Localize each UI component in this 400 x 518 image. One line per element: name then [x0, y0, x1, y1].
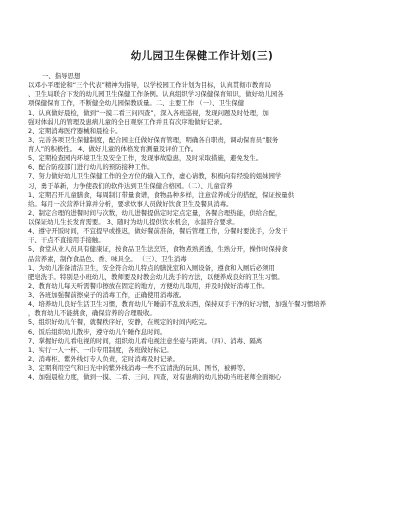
paragraph-line: 4、遵守开饭时间，不宜提早或推迟，做好餐前准备，餐后管理工作，分餐时要洗手，分发干: [28, 227, 288, 236]
paragraph-line: 肥皂洗手。特别是小班幼儿，教师要及时教会幼儿洗手的方法，以便养成良好的卫生习惯。: [28, 272, 284, 281]
paragraph-line: 4、加强晨检力度，做到一摸、二看、三问、四查，对有患病的幼儿协助当班老师全面细心: [28, 373, 282, 382]
paragraph-line: 5、食堂从业人员具有健康证，按食品卫生法烹饪，食物煮熟煮透，生熟分开，操作时保持食: [28, 245, 288, 254]
paragraph-line: 3、定期利用空气和日光中的紫外线消毒一些不宜清洗的玩具、图书，被褥等。: [28, 364, 250, 372]
paragraph-line: 4、培养幼儿良好生活卫生习惯，教育幼儿午睡前不乱放东西，保持双手干净的好习惯，加强午餐习惯培养: [28, 300, 327, 309]
document-title: 幼儿园卫生保健工作计划(三): [130, 50, 274, 62]
paragraph-line: 7、努力做好幼儿卫生保健工作的全方位的输入工作，虚心请教，积极向有经验的姐妹园学: [28, 172, 282, 181]
paragraph-line: 6、配合防疫部门进行幼儿的预防接种工作。: [28, 163, 154, 172]
paragraph-line: 育人”的积极性。 4、做好儿童的体格发育测量及评价工作。: [28, 145, 198, 153]
paragraph-line: 1、为幼儿准备清洁卫生，安全符合幼儿特点的膳洗室和入厕设备，遵食和入厕后必须用: [28, 263, 275, 272]
paragraph-line: 2、消毒柜、紫外线灯专人负责，定时消毒及时记录。: [28, 354, 180, 363]
paragraph-line: 1、实行一人一杯、一巾专用制度，各班做好标记。: [28, 345, 173, 354]
section-heading: 一、指导思想: [42, 72, 81, 80]
paragraph-line: 2、教育幼儿每天听需餐巾擦放在固定的地方，方便幼儿取用，并及时做好消毒工作。: [28, 281, 269, 290]
paragraph-line: ，教育幼儿不能挑食，确保营养的合理吸收。: [28, 309, 156, 318]
document-body: [28, 72, 376, 382]
paragraph-line: 以保证幼儿生长发育需要。 3、随时为幼儿提供饮水机会，水温符合要求。: [28, 218, 239, 226]
paragraph-line: 、卫生局联合下发的幼儿园卫生保健工作条例。认真组织学习保健保育知识，做好幼儿园各: [28, 90, 284, 99]
paragraph-line: 1、认真做好晨检，做到“一摸二看三问四查”，深入各班巡视，发现问题及时处理，加: [28, 108, 269, 117]
paragraph-line: 2、制定合理的进餐时间与次数，幼儿进餐提倡定时定点定量，各餐合理热能，供给合配，: [28, 208, 282, 217]
paragraph-line: 3、完善各项卫生保健制度，配合园主任做好保育管理，明确各自职责，调动保育员“服务: [28, 135, 279, 144]
paragraph-line: 习，勇于革新，力争使我们的软件达到卫生保健合格园。（二）、儿童营养: [28, 181, 233, 190]
paragraph-line: 2、定期消毒医疗器械和晨检卡。: [28, 126, 122, 135]
paragraph-line: 品营养素，制作食品色、香、味具全。 （三）、卫生消毒: [28, 254, 187, 263]
paragraph-line: 项保健保育工作，不断健全幼儿园保教质量。二、主要工作 （一）、卫生保健: [28, 99, 245, 108]
paragraph-line: 6、饭后组织幼儿散步，遵守幼儿午睡作息时间。: [28, 327, 167, 336]
paragraph-line: 给。每月一次营养计算并分析，要求炊事人员做好饮食卫生及餐具消毒。: [28, 199, 233, 208]
paragraph-line: 以邓小平理论和“三个代表”精神为指导，以学校园工作计划为目标，认真贯彻市教育局: [28, 81, 272, 90]
paragraph-line: 3、各班加强餐前擦桌子的消毒工作，正确使用消毒液。: [28, 291, 186, 299]
paragraph-line: 7、掌握好幼儿看电视的时间，组织幼儿看电视注意坐姿与距离。（四）、消毒、隔离: [28, 336, 263, 345]
paragraph-line: 5、组织好幼儿午餐，就餐秩序好，安静，在规定的时间内吃完。: [28, 318, 212, 327]
paragraph-line: 1、定期召开儿童膳食，每周制订带量食谱，食物品种多样，注意营养成分的搭配，保证按量供: [28, 190, 295, 199]
paragraph-line: 5、定期检查园内环境卫生及安全工作，发现事故隐患，及时采取措施，避免发生。: [28, 154, 263, 163]
paragraph-line: 干、干点不直接用手接触。: [28, 236, 105, 245]
paragraph-line: 强对体弱儿的管理及患病儿童的全日观察工作并且有次序地做好记录。: [28, 117, 227, 126]
